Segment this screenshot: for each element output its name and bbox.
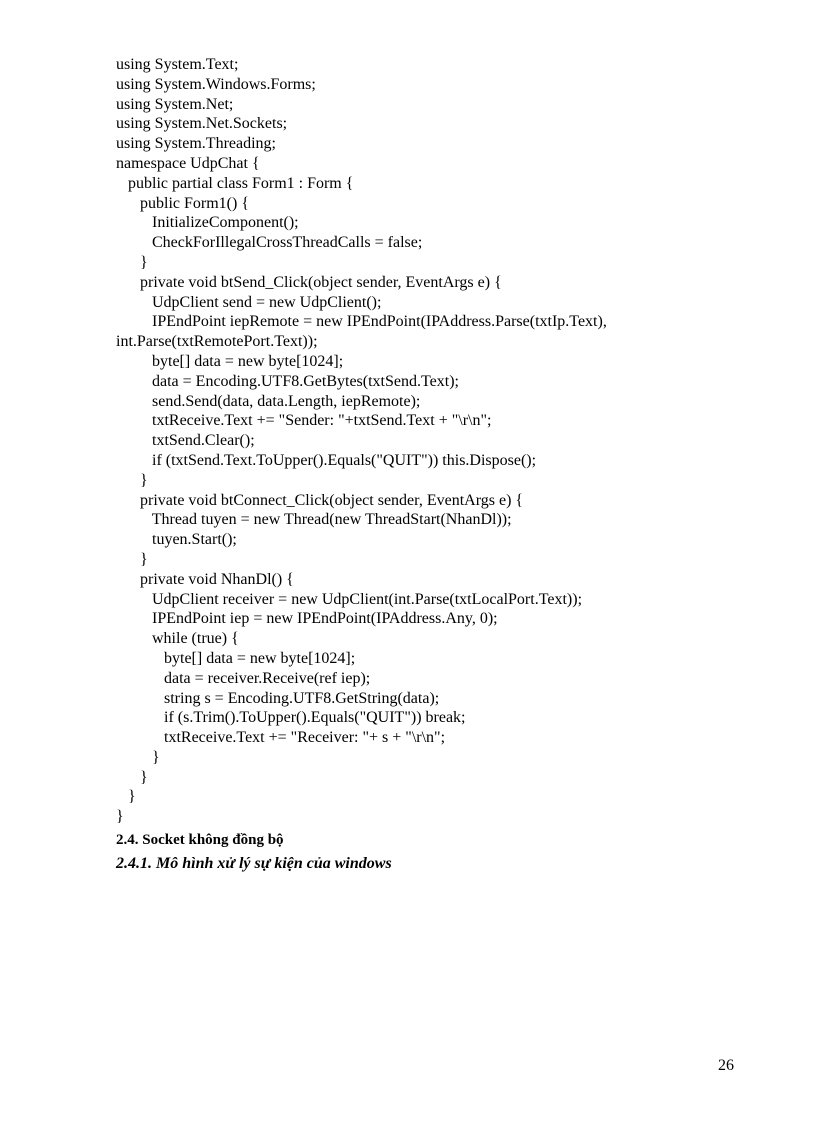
code-line: tuyen.Start(); bbox=[116, 531, 237, 549]
code-line: } bbox=[116, 550, 148, 568]
code-line: txtReceive.Text += "Sender: "+txtSend.Text + "\r\n"; bbox=[116, 412, 492, 430]
code-line: } bbox=[116, 253, 148, 271]
code-line: } bbox=[116, 748, 160, 766]
code-line: IPEndPoint iep = new IPEndPoint(IPAddress.Any, 0); bbox=[116, 610, 498, 628]
code-line: InitializeComponent(); bbox=[116, 214, 299, 232]
code-line: txtSend.Clear(); bbox=[116, 432, 255, 450]
code-line: private void btSend_Click(object sender, EventArgs e) { bbox=[116, 273, 502, 291]
code-line: if (s.Trim().ToUpper().Equals("QUIT")) break; bbox=[116, 709, 466, 727]
code-line: } bbox=[116, 788, 136, 806]
code-line: using System.Net.Sockets; bbox=[116, 115, 288, 133]
section-heading: 2.4. Socket không đồng bộ bbox=[116, 832, 284, 848]
code-line: public Form1() { bbox=[116, 194, 249, 212]
code-line: using System.Windows.Forms; bbox=[116, 75, 316, 93]
code-line: byte[] data = new byte[1024]; bbox=[116, 352, 344, 370]
code-line: using System.Net; bbox=[116, 95, 234, 113]
code-line: data = receiver.Receive(ref iep); bbox=[116, 669, 371, 687]
code-listing bbox=[116, 55, 607, 827]
code-line: using System.Threading; bbox=[116, 135, 276, 153]
code-line: txtReceive.Text += "Receiver: "+ s + "\r\n"; bbox=[116, 729, 446, 747]
code-line: } bbox=[116, 471, 148, 489]
code-line: UdpClient send = new UdpClient(); bbox=[116, 293, 382, 311]
code-line: namespace UdpChat { bbox=[116, 154, 260, 172]
code-line: byte[] data = new byte[1024]; bbox=[116, 649, 356, 667]
page-number: 26 bbox=[718, 1057, 734, 1074]
code-line: data = Encoding.UTF8.GetBytes(txtSend.Text); bbox=[116, 372, 459, 390]
code-line: send.Send(data, data.Length, iepRemote); bbox=[116, 392, 421, 410]
subsection-heading: 2.4.1. Mô hình xử lý sự kiện của windows bbox=[116, 855, 392, 872]
code-line: private void btConnect_Click(object sender, EventArgs e) { bbox=[116, 491, 524, 509]
code-line: } bbox=[116, 808, 124, 826]
code-line: string s = Encoding.UTF8.GetString(data); bbox=[116, 689, 440, 707]
code-line: while (true) { bbox=[116, 630, 239, 648]
code-line: using System.Text; bbox=[116, 56, 239, 73]
code-line: int.Parse(txtRemotePort.Text)); bbox=[116, 333, 318, 351]
code-line: } bbox=[116, 768, 148, 786]
code-line: UdpClient receiver = new UdpClient(int.Parse(txtLocalPort.Text)); bbox=[116, 590, 583, 608]
code-line: public partial class Form1 : Form { bbox=[116, 174, 354, 192]
code-line: IPEndPoint iepRemote = new IPEndPoint(IPAddress.Parse(txtIp.Text), bbox=[116, 313, 607, 331]
code-line: Thread tuyen = new Thread(new ThreadStart(NhanDl)); bbox=[116, 511, 512, 529]
code-line: CheckForIllegalCrossThreadCalls = false; bbox=[116, 234, 423, 252]
code-line: if (txtSend.Text.ToUpper().Equals("QUIT")) this.Dispose(); bbox=[116, 451, 537, 469]
code-line: private void NhanDl() { bbox=[116, 570, 294, 588]
